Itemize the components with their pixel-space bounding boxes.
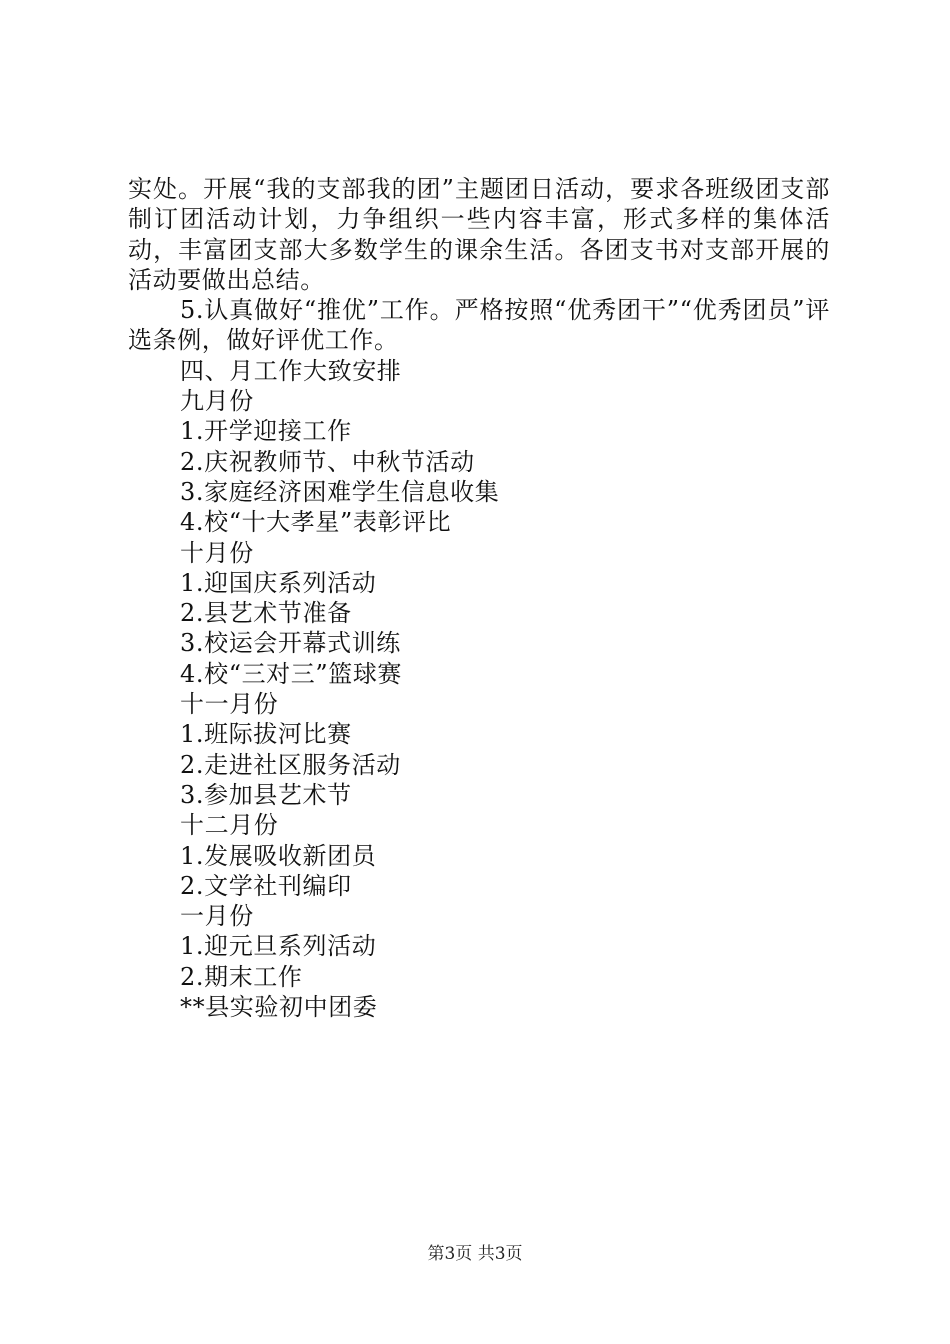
list-item: 2.庆祝教师节、中秋节活动 [180, 447, 475, 476]
paragraph-item-5: 5.认真做好“推优”工作。严格按照“优秀团干”“优秀团员”评选条例，做好评优工作。 [128, 296, 830, 355]
month-heading-january: 一月份 [180, 902, 254, 931]
list-item: 1.开学迎接工作 [180, 417, 352, 446]
list-item: 3.校运会开幕式训练 [180, 629, 401, 658]
list-item: 3.家庭经济困难学生信息收集 [180, 477, 500, 506]
signature-line: **县实验初中团委 [180, 993, 378, 1022]
list-item: 1.迎国庆系列活动 [180, 568, 377, 597]
list-item: 1.班际拔河比赛 [180, 720, 352, 749]
month-heading-september: 九月份 [180, 387, 254, 416]
list-item: 3.参加县艺术节 [180, 780, 352, 809]
list-item: 2.走进社区服务活动 [180, 750, 401, 779]
section-heading: 四、月工作大致安排 [180, 356, 402, 385]
list-item: 4.校“三对三”篮球赛 [180, 659, 403, 688]
list-item: 4.校“十大孝星”表彰评比 [180, 508, 452, 537]
list-item: 2.文学社刊编印 [180, 871, 352, 900]
month-heading-october: 十月份 [180, 538, 254, 567]
page-footer: 第3页 共3页 [427, 1244, 523, 1264]
paragraph-continuation: 实处。开展“我的支部我的团”主题团日活动，要求各班级团支部制订团活动计划，力争组织一些内容丰富，形式多样的集体活动，丰富团支部大多数学生的课余生活。各团支书对支部开展的活动要做出总结。 [128, 175, 830, 294]
list-item: 1.发展吸收新团员 [180, 841, 377, 870]
list-item: 1.迎元旦系列活动 [180, 932, 377, 961]
month-heading-november: 十一月份 [180, 690, 279, 719]
list-item: 2.县艺术节准备 [180, 599, 352, 628]
document-body [128, 174, 830, 1022]
list-item: 2.期末工作 [180, 962, 303, 991]
month-heading-december: 十二月份 [180, 811, 279, 840]
